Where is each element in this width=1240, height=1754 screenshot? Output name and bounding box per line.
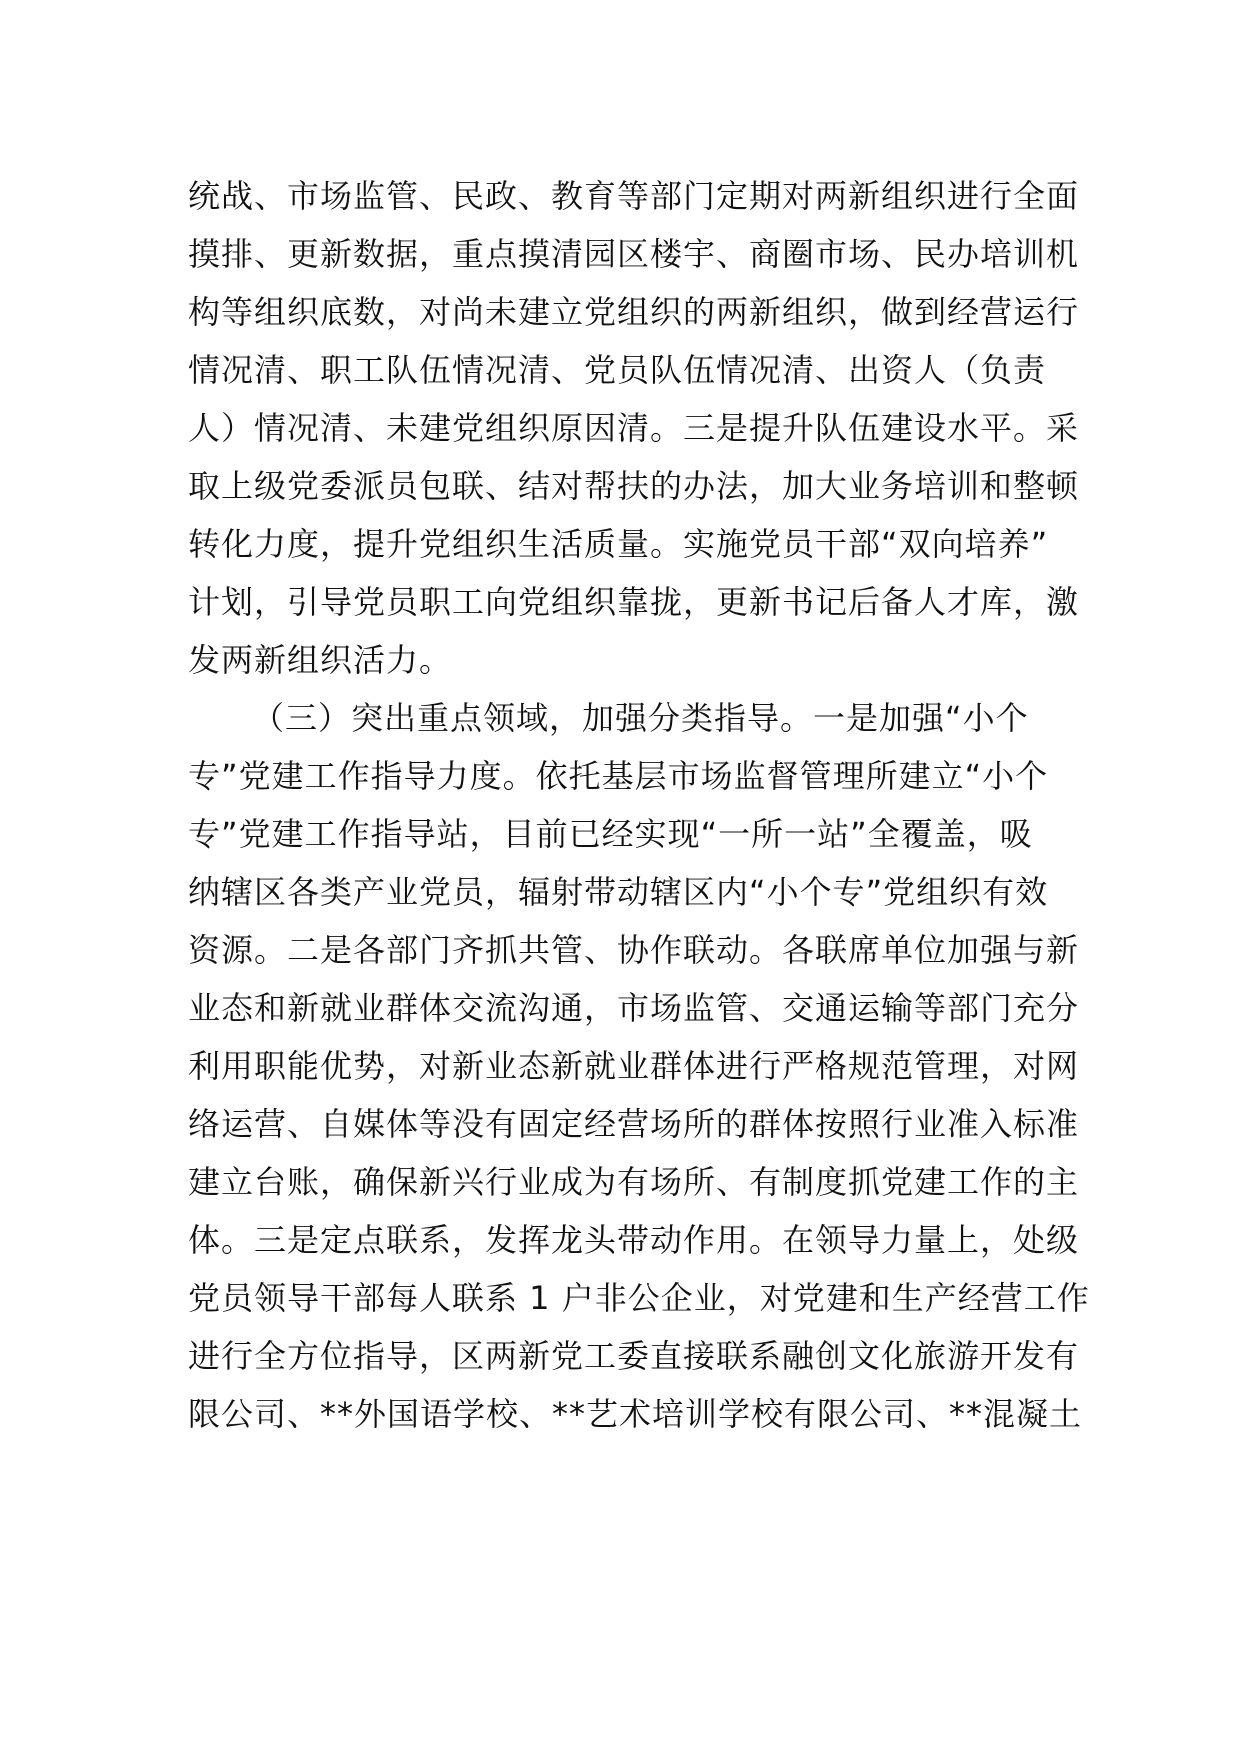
text-line: 资源。二是各部门齐抓共管、协作联动。各联席单位加强与新 bbox=[188, 931, 1080, 969]
text-line: 转化力度，提升党组织生活质量。实施党员干部“双向培养” bbox=[188, 525, 1049, 563]
text-line: 取上级党委派员包联、结对帮扶的办法，加大业务培训和整顿 bbox=[188, 467, 1080, 505]
text-line: 人）情况清、未建党组织原因清。三是提升队伍建设水平。采 bbox=[188, 409, 1080, 447]
text-line: 络运营、自媒体等没有固定经营场所的群体按照行业准入标准 bbox=[188, 1105, 1080, 1143]
text-line: 业态和新就业群体交流沟通，市场监管、交通运输等部门充分 bbox=[188, 989, 1080, 1027]
text-line: 利用职能优势，对新业态新就业群体进行严格规范管理，对网 bbox=[188, 1047, 1080, 1085]
text-line: 专”党建工作指导力度。依托基层市场监督管理所建立“小个 bbox=[188, 757, 1049, 795]
text-line: 建立台账，确保新兴行业成为有场所、有制度抓党建工作的主 bbox=[188, 1163, 1080, 1201]
text-line: 专”党建工作指导站，目前已经实现“一所一站”全覆盖，吸 bbox=[188, 815, 1033, 853]
text-line: 计划，引导党员职工向党组织靠拢，更新书记后备人才库，激 bbox=[188, 583, 1080, 621]
text-line: 纳辖区各类产业党员，辐射带动辖区内“小个专”党组织有效 bbox=[188, 873, 1049, 911]
text-line: 党员领导干部每人联系 1 户非公企业，对党建和生产经营工作 bbox=[188, 1279, 1090, 1317]
text-line: 摸排、更新数据，重点摸清园区楼宇、商圈市场、民办培训机 bbox=[188, 235, 1080, 273]
text-line: 进行全方位指导，区两新党工委直接联系融创文化旅游开发有 bbox=[188, 1337, 1080, 1375]
text-line: 体。三是定点联系，发挥龙头带动作用。在领导力量上，处级 bbox=[188, 1221, 1080, 1259]
text-line: 限公司、**外国语学校、**艺术培训学校有限公司、**混凝土 bbox=[188, 1395, 1083, 1433]
paragraph-heading-line: （三）突出重点领域，加强分类指导。一是加强“小个 bbox=[252, 699, 1029, 737]
text-line: 发两新组织活力。 bbox=[188, 641, 453, 679]
text-line: 构等组织底数，对尚未建立党组织的两新组织，做到经营运行 bbox=[188, 293, 1080, 331]
text-line: 统战、市场监管、民政、教育等部门定期对两新组织进行全面 bbox=[188, 177, 1080, 215]
text-line: 情况清、职工队伍情况清、党员队伍情况清、出资人（负责 bbox=[188, 351, 1047, 389]
